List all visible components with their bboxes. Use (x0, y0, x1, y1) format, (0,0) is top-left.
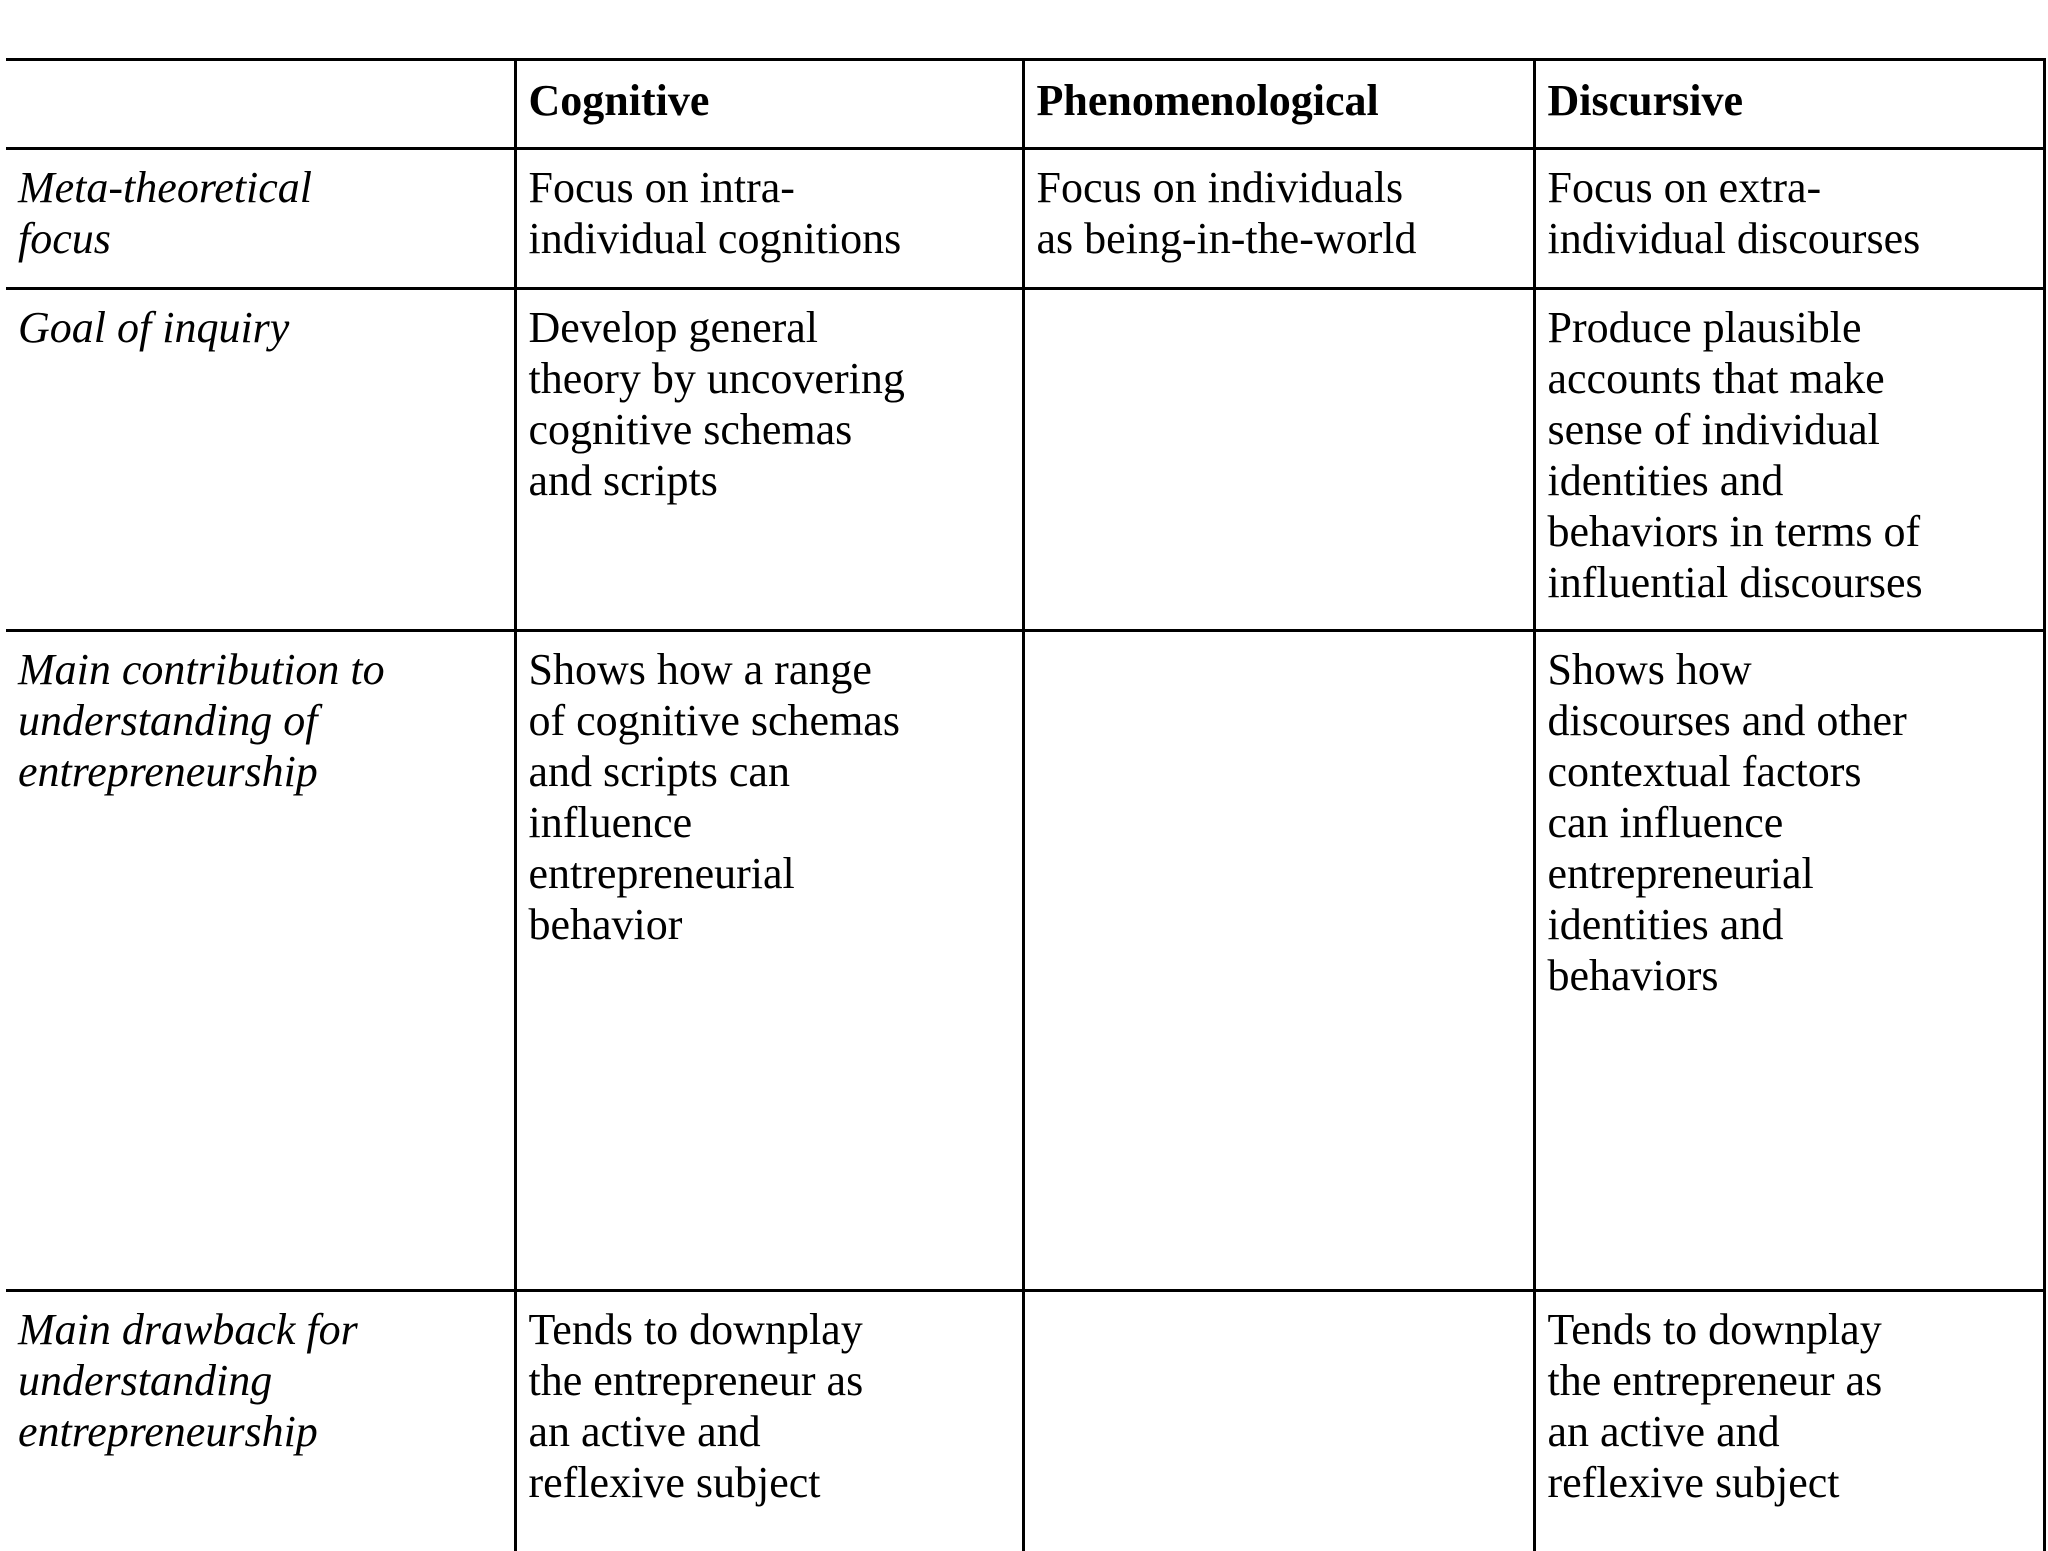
cell-cognitive: Tends to downplay the entrepreneur as an active and reflexive subject (515, 1291, 1023, 1551)
cell-cognitive: Shows how a range of cognitive schemas and scripts can influence entrepreneurial behavior (515, 631, 1023, 1291)
row-label-main-drawback: Main drawback for understanding entrepreneurship (6, 1291, 515, 1551)
header-discursive-label: Discursive (1547, 76, 1744, 125)
header-row (6, 60, 2044, 149)
cell-discursive: Produce plausible accounts that make sense of individual identities and behaviors in terms of influential discourses (1534, 289, 2044, 631)
table-row (6, 149, 2044, 289)
header-phenomenological (1023, 60, 1534, 149)
cell-phenomenological (1023, 289, 1534, 631)
table-row (6, 289, 2044, 631)
cell-discursive: Focus on extra- individual discourses (1534, 149, 2044, 289)
header-discursive (1534, 60, 2044, 149)
cell-cognitive: Focus on intra- individual cognitions (515, 149, 1023, 289)
table-row (6, 631, 2044, 1291)
header-corner (6, 60, 515, 149)
comparison-table (6, 58, 2046, 1551)
cell-phenomenological (1023, 1291, 1534, 1551)
table-row (6, 1291, 2044, 1551)
cell-phenomenological: Focus on individuals as being-in-the-world (1023, 149, 1534, 289)
cell-discursive: Tends to downplay the entrepreneur as an active and reflexive subject (1534, 1291, 2044, 1551)
cell-phenomenological (1023, 631, 1534, 1291)
header-cognitive-label: Cognitive (528, 76, 710, 125)
header-phenomenological-label: Phenomenological (1036, 76, 1379, 125)
header-cognitive (515, 60, 1023, 149)
row-label-meta-theoretical-focus: Meta-theoretical focus (6, 149, 515, 289)
cell-discursive: Shows how discourses and other contextual factors can influence entrepreneurial identities and behaviors (1534, 631, 2044, 1291)
row-label-main-contribution: Main contribution to understanding of entrepreneurship (6, 631, 515, 1291)
row-label-goal-of-inquiry: Goal of inquiry (6, 289, 515, 631)
cell-cognitive: Develop general theory by uncovering cognitive schemas and scripts (515, 289, 1023, 631)
